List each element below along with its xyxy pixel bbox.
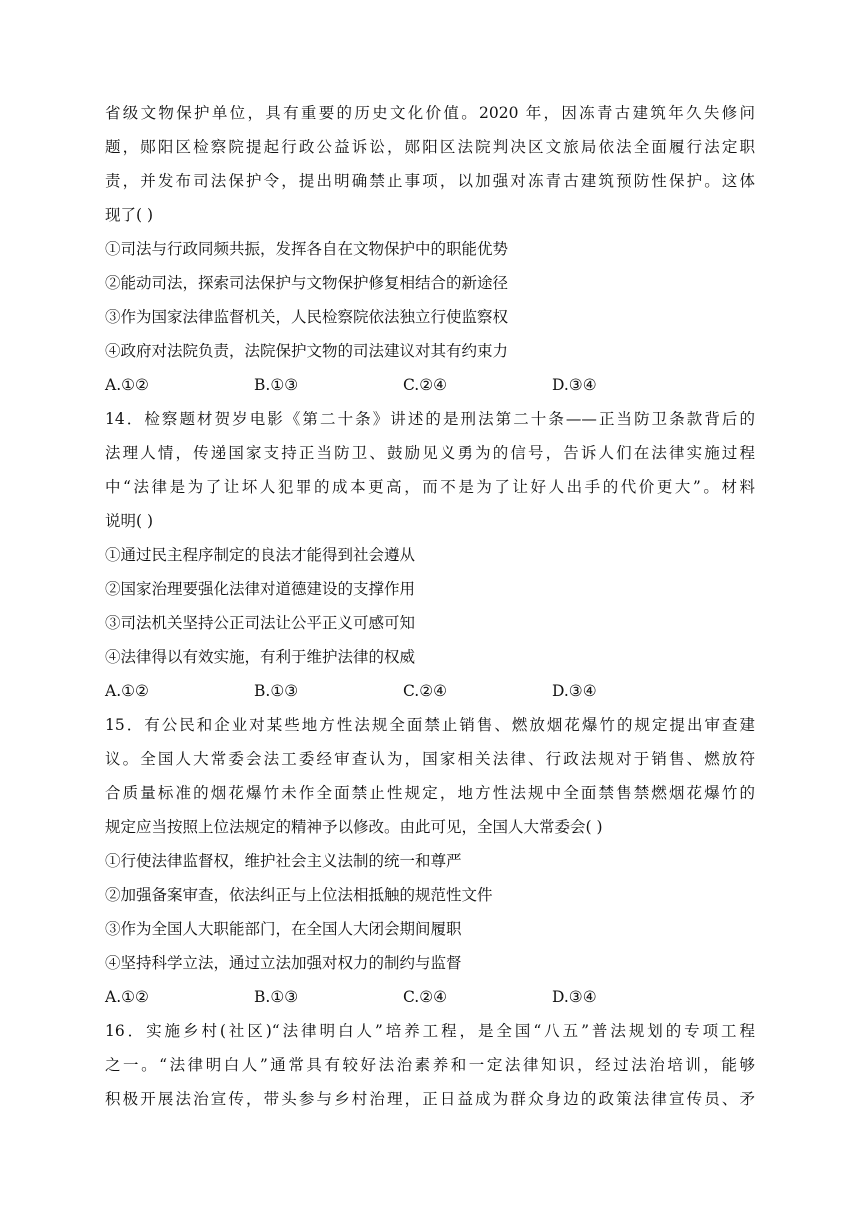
option-a: A.①② <box>105 988 149 1006</box>
question-text-line: 议。全国人大常委会法工委经审查认为，国家相关法律、行政法规对于销售、燃放符 <box>105 750 755 768</box>
question-text-line: 16．实施乡村(社区)“法律明白人”培养工程，是全国“八五”普法规划的专项工程 <box>105 1022 755 1040</box>
question-text-line: 14．检察题材贺岁电影《第二十条》讲述的是刑法第二十条——正当防卫条款背后的 <box>105 410 755 428</box>
statement-item: ③司法机关坚持公正司法让公平正义可感可知 <box>105 614 416 632</box>
question-14 <box>105 402 755 708</box>
statement-item: ②加强备案审查，依法纠正与上位法相抵触的规范性文件 <box>105 886 493 904</box>
statement-item: ①通过民主程序制定的良法才能得到社会遵从 <box>105 546 416 564</box>
question-text-line: 现了( ) <box>105 206 154 224</box>
question-text-line: 省级文物保护单位，具有重要的历史文化价值。2020 年，因冻青古建筑年久失修问 <box>105 104 755 122</box>
statement-item: ③作为全国人大职能部门，在全国人大闭会期间履职 <box>105 920 462 938</box>
question-text-line: 责，并发布司法保护令，提出明确禁止事项，以加强对冻青古建筑预防性保护。这体 <box>105 172 755 190</box>
document-page <box>105 96 755 1116</box>
question-text-line: 之一。“法律明白人”通常具有较好法治素养和一定法律知识，经过法治培训，能够 <box>105 1056 755 1074</box>
question-text-line: 积极开展法治宣传，带头参与乡村治理，正日益成为群众身边的政策法律宣传员、矛 <box>105 1090 755 1108</box>
question-text-line: 合质量标准的烟花爆竹未作全面禁止性规定，地方性法规中全面禁售禁燃烟花爆竹的 <box>105 784 755 802</box>
statement-item: ②国家治理要强化法律对道德建设的支撑作用 <box>105 580 416 598</box>
option-d: D.③④ <box>552 376 597 394</box>
statement-item: ③作为国家法律监督机关，人民检察院依法独立行使监察权 <box>105 308 509 326</box>
statement-item: ④法律得以有效实施，有利于维护法律的权威 <box>105 648 416 666</box>
question-16 <box>105 1014 755 1116</box>
question-text-line: 中“法律是为了让坏人犯罪的成本更高，而不是为了让好人出手的代价更大”。材料 <box>105 478 755 496</box>
question-text-line: 题，郧阳区检察院提起行政公益诉讼，郧阳区法院判决区文旅局依法全面履行法定职 <box>105 138 755 156</box>
statement-item: ④政府对法院负责，法院保护文物的司法建议对其有约束力 <box>105 342 509 360</box>
option-d: D.③④ <box>552 682 597 700</box>
question-15 <box>105 708 755 1014</box>
answer-options <box>105 674 755 708</box>
question-text-line: 规定应当按照上位法规定的精神予以修改。由此可见，全国人大常委会( ) <box>105 818 603 836</box>
option-b: B.①③ <box>254 682 299 700</box>
option-c: C.②④ <box>403 376 448 394</box>
option-c: C.②④ <box>403 682 448 700</box>
option-b: B.①③ <box>254 376 299 394</box>
question-13 <box>105 96 755 402</box>
option-c: C.②④ <box>403 988 448 1006</box>
statement-item: ①行使法律监督权，维护社会主义法制的统一和尊严 <box>105 852 462 870</box>
question-text-line: 15．有公民和企业对某些地方性法规全面禁止销售、燃放烟花爆竹的规定提出审查建 <box>105 716 755 734</box>
option-b: B.①③ <box>254 988 299 1006</box>
option-a: A.①② <box>105 376 149 394</box>
statement-item: ②能动司法，探索司法保护与文物保护修复相结合的新途径 <box>105 274 509 292</box>
option-d: D.③④ <box>552 988 597 1006</box>
option-a: A.①② <box>105 682 149 700</box>
statement-item: ①司法与行政同频共振，发挥各自在文物保护中的职能优势 <box>105 240 509 258</box>
statement-item: ④坚持科学立法，通过立法加强对权力的制约与监督 <box>105 954 462 972</box>
question-text-line: 说明( ) <box>105 512 154 530</box>
answer-options <box>105 980 755 1014</box>
answer-options <box>105 368 755 402</box>
question-text-line: 法理人情，传递国家支持正当防卫、鼓励见义勇为的信号，告诉人们在法律实施过程 <box>105 444 755 462</box>
